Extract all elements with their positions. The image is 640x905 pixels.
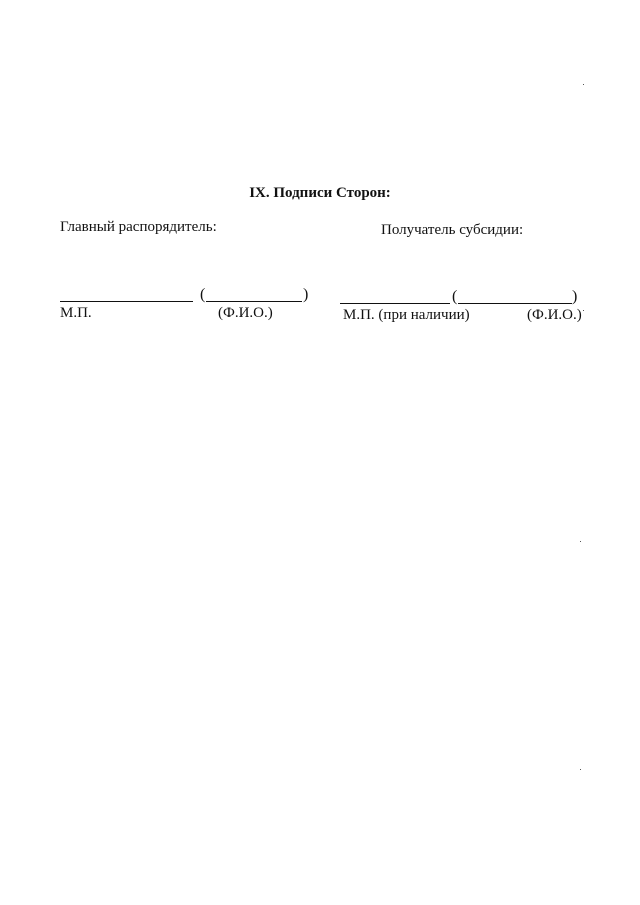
left-paren-open: ( xyxy=(200,286,206,303)
right-stamp-label: М.П. (при наличии) xyxy=(343,307,470,323)
scan-speck xyxy=(580,769,581,770)
right-paren-close: ) xyxy=(572,288,578,305)
section-heading: IX. Подписи Сторон: xyxy=(249,185,391,201)
left-name-line xyxy=(206,301,302,302)
left-paren-close: ) xyxy=(303,286,309,303)
right-signature-line xyxy=(340,303,450,304)
left-signature-line xyxy=(60,301,193,302)
right-paren-open: ( xyxy=(452,288,458,305)
right-name-label: (Ф.И.О.) xyxy=(527,307,582,323)
left-party-title: Главный распорядитель: xyxy=(60,219,217,235)
right-name-line xyxy=(458,303,572,304)
left-stamp-label: М.П. xyxy=(60,305,92,321)
left-name-label: (Ф.И.О.) xyxy=(218,305,273,321)
scan-speck xyxy=(583,84,584,85)
scan-speck xyxy=(580,541,581,542)
right-party-title: Получатель субсидии: xyxy=(381,222,524,238)
scan-speck xyxy=(583,310,584,311)
